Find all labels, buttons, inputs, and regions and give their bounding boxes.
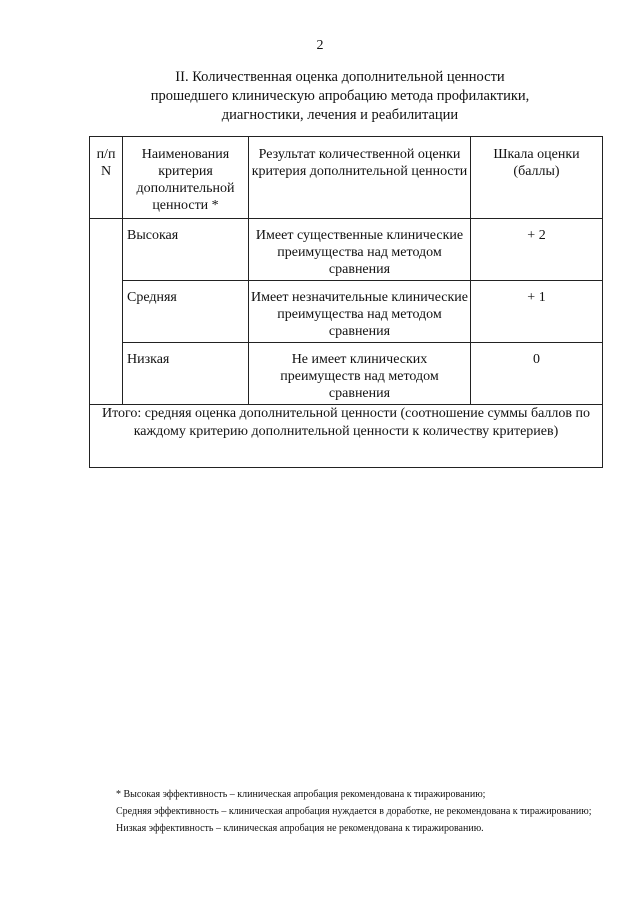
- heading-line-2: прошедшего клиническую апробацию метода профилактики,: [150, 88, 530, 104]
- footnotes: [88, 786, 594, 837]
- evaluation-table: [89, 136, 603, 468]
- criterion-name: Высокая: [127, 228, 179, 243]
- header-result: Результат количественной оценки критерия дополнительной ценности: [251, 147, 468, 179]
- score-cell: [471, 343, 603, 405]
- criterion-score: 0: [533, 352, 540, 367]
- page-number: 2: [316, 38, 324, 53]
- header-result-cell: [249, 137, 471, 219]
- header-name-cell: [123, 137, 249, 219]
- criterion-cell: [123, 281, 249, 343]
- criterion-result: Имеет существенные клинические преимущества над методом сравнения: [255, 228, 464, 277]
- header-num: п/п N: [96, 147, 116, 179]
- criterion-name: Низкая: [127, 352, 170, 367]
- result-cell: [249, 343, 471, 405]
- score-cell: [471, 281, 603, 343]
- criterion-result: Имеет незначительные клинические преимущества над методом сравнения: [251, 290, 469, 339]
- criterion-score: + 2: [527, 228, 546, 243]
- criterion-result: Не имеет клинических преимуществ над методом сравнения: [280, 352, 439, 401]
- num-cell-merged: [90, 219, 123, 405]
- footnote-high: * Высокая эффективность – клиническая апробация рекомендована к тиражированию;: [116, 789, 486, 800]
- criterion-cell: [123, 219, 249, 281]
- table-row: [90, 343, 603, 405]
- criterion-cell: [123, 343, 249, 405]
- criterion-score: + 1: [527, 290, 546, 305]
- footnote-low: Низкая эффективность – клиническая апробация не рекомендована к тиражированию.: [116, 823, 484, 834]
- table-total-row: [90, 405, 603, 468]
- criterion-name: Средняя: [127, 290, 177, 305]
- footnote-medium: Средняя эффективность – клиническая апробация нуждается в доработке, не рекомендована к тиражированию;: [116, 806, 592, 817]
- heading-line-1: II. Количественная оценка дополнительной ценности: [175, 69, 505, 85]
- header-num-cell: [90, 137, 123, 219]
- result-cell: [249, 219, 471, 281]
- header-criterion-name: Наименования критерия дополнительной ценности *: [136, 147, 235, 213]
- result-cell: [249, 281, 471, 343]
- score-cell: [471, 219, 603, 281]
- table-row: [90, 281, 603, 343]
- table-header-row: [90, 137, 603, 219]
- header-scale-cell: [471, 137, 603, 219]
- table-row: [90, 219, 603, 281]
- total-text: Итого: средняя оценка дополнительной ценности (соотношение суммы баллов по каждому критерию дополнительной ценности к количеству критериев): [90, 405, 603, 468]
- heading-line-3: диагностики, лечения и реабилитации: [221, 107, 459, 123]
- header-scale: Шкала оценки (баллы): [493, 147, 580, 179]
- section-heading: [90, 68, 590, 125]
